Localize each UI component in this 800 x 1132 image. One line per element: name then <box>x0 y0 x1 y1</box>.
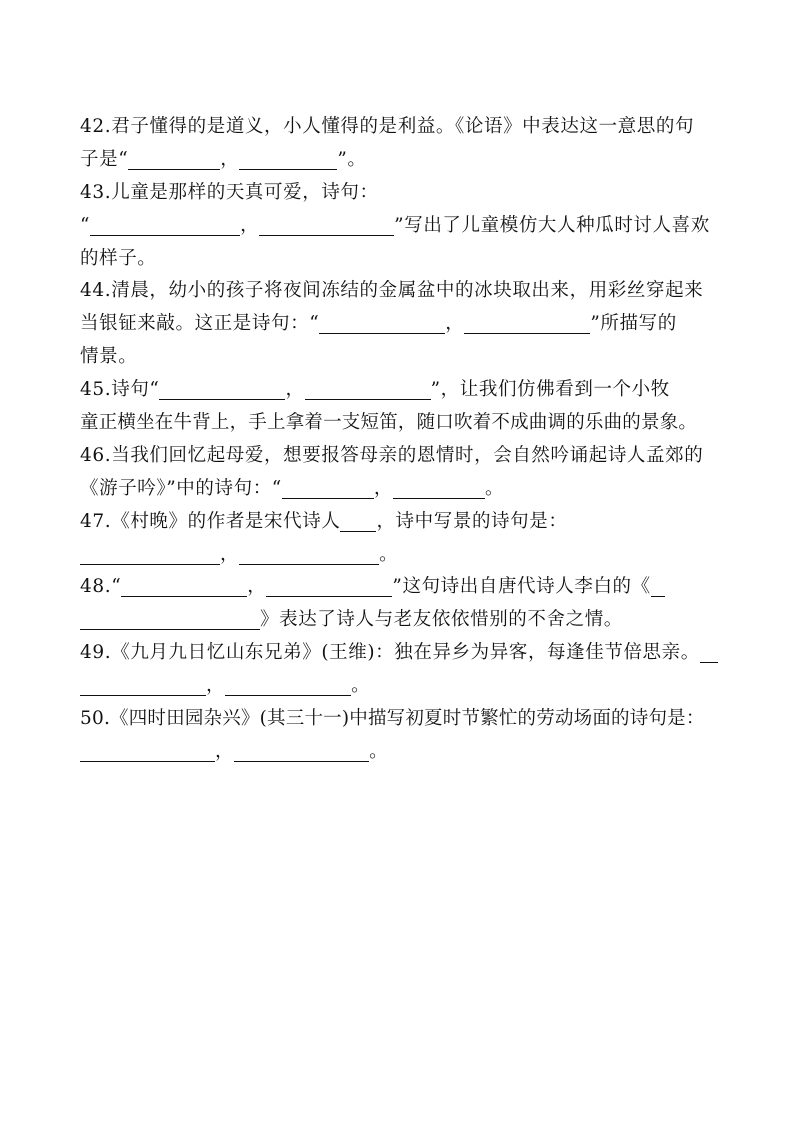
question-44-text: 44.清晨，幼小的孩子将夜间冻结的金属盆中的冰块取出来，用彩丝穿起来 <box>80 280 704 302</box>
question-48-rest-2: 》表达了诗人与老友依依惜别的不舍之情。 <box>260 609 623 631</box>
question-42-line-2 <box>80 144 730 177</box>
answer-blank-46-1[interactable] <box>282 478 374 499</box>
question-49-line-1 <box>80 637 730 670</box>
answer-blank-49-2[interactable] <box>225 675 351 696</box>
question-48-line-1 <box>80 571 730 604</box>
question-45-line-1 <box>80 374 730 407</box>
question-48-rest: ”这句诗出自唐代诗人李白的《 <box>392 576 651 598</box>
answer-blank-49-start[interactable] <box>700 642 718 663</box>
question-44-line-2 <box>80 308 730 341</box>
question-46-line-2 <box>80 473 730 506</box>
question-44-line-3 <box>80 341 730 374</box>
question-42-line-1 <box>80 111 730 144</box>
answer-blank-43-2[interactable] <box>259 215 394 236</box>
question-42-end: ”。 <box>337 148 367 170</box>
answer-blank-43-1[interactable] <box>90 215 240 236</box>
comma-separator: ， <box>215 740 235 762</box>
question-49-end: 。 <box>351 675 371 697</box>
answer-blank-44-2[interactable] <box>464 313 590 334</box>
question-47-prefix: 47.《村晚》的作者是宋代诗人 <box>80 510 341 532</box>
comma-separator: ， <box>285 379 305 401</box>
question-44-rest: ”所描写的 <box>590 313 677 335</box>
question-50-line-2 <box>80 736 730 769</box>
answer-blank-44-1[interactable] <box>319 313 445 334</box>
comma-separator: ， <box>445 313 465 335</box>
comma-separator: ， <box>373 477 393 499</box>
question-49-line-2 <box>80 670 730 703</box>
answer-blank-48-title[interactable] <box>80 609 260 630</box>
comma-separator: ， <box>220 148 240 170</box>
answer-blank-46-2[interactable] <box>393 478 485 499</box>
question-43-last: 的样子。 <box>80 247 157 269</box>
question-46-end: 。 <box>484 477 505 499</box>
comma-separator: ， <box>220 543 240 565</box>
answer-blank-45-2[interactable] <box>305 379 431 400</box>
question-47-line-1 <box>80 506 730 539</box>
answer-blank-45-1[interactable] <box>159 379 285 400</box>
question-44-last: 情景。 <box>80 346 138 368</box>
answer-blank-49-1[interactable] <box>80 675 206 696</box>
question-44-line-1 <box>80 275 730 308</box>
question-46-text: 46.当我们回忆起母爱，想要报答母亲的恩情时，会自然吟诵起诗人孟郊的 <box>80 444 704 466</box>
comma-separator: ， <box>240 214 260 236</box>
answer-blank-48-title-start[interactable] <box>651 576 665 597</box>
question-50-line-1 <box>80 703 730 736</box>
question-42-prefix: 子是“ <box>80 148 129 170</box>
question-47-end: 。 <box>379 543 399 565</box>
question-45-prefix: 45.诗句“ <box>80 379 160 401</box>
answer-blank-50-1[interactable] <box>80 741 215 762</box>
question-43-rest: ”写出了儿童模仿大人种瓜时讨人喜欢 <box>394 214 710 236</box>
question-42-text: 42.君子懂得的是道义，小人懂得的是利益。《论语》中表达这一意思的句 <box>80 116 695 137</box>
comma-separator: ， <box>247 576 267 598</box>
question-48-prefix: 48.“ <box>80 576 122 598</box>
question-47-rest: ，诗中写景的诗句是： <box>376 510 568 532</box>
question-45-rest: ”，让我们仿佛看到一个小牧 <box>430 379 670 401</box>
answer-blank-47-2[interactable] <box>239 544 379 565</box>
question-46-prefix: 《游子吟》”中的诗句：“ <box>80 477 282 499</box>
question-47-line-2 <box>80 539 730 572</box>
question-48-line-2 <box>80 604 730 637</box>
answer-blank-50-2[interactable] <box>234 741 369 762</box>
question-43-line-1 <box>80 177 730 210</box>
answer-blank-48-2[interactable] <box>266 576 392 597</box>
answer-blank-47-poet[interactable] <box>340 511 376 532</box>
question-44-prefix: 当银钲来敲。这正是诗句：“ <box>80 313 320 335</box>
question-45-text: 童正横坐在牛背上，手上拿着一支短笛，随口吹着不成曲调的乐曲的景象。 <box>80 412 698 434</box>
question-45-line-2 <box>80 407 730 440</box>
open-quote: “ <box>80 214 91 236</box>
question-50-end: 。 <box>369 740 389 762</box>
question-49-text: 49.《九月九日忆山东兄弟》(王维)：独在异乡为异客，每逢佳节倍思亲。 <box>80 642 700 664</box>
comma-separator: ， <box>206 675 226 697</box>
answer-blank-42-1[interactable] <box>128 149 220 170</box>
question-50-text: 50.《四时田园杂兴》(其三十一)中描写初夏时节繁忙的劳动场面的诗句是： <box>80 708 705 730</box>
question-43-line-3 <box>80 243 730 276</box>
question-43-line-2 <box>80 210 730 243</box>
answer-blank-48-1[interactable] <box>121 576 247 597</box>
question-list <box>80 111 730 769</box>
answer-blank-47-1[interactable] <box>80 544 220 565</box>
question-46-line-1 <box>80 440 730 473</box>
answer-blank-42-2[interactable] <box>239 149 337 170</box>
question-43-text: 43.儿童是那样的天真可爱，诗句： <box>80 181 379 203</box>
